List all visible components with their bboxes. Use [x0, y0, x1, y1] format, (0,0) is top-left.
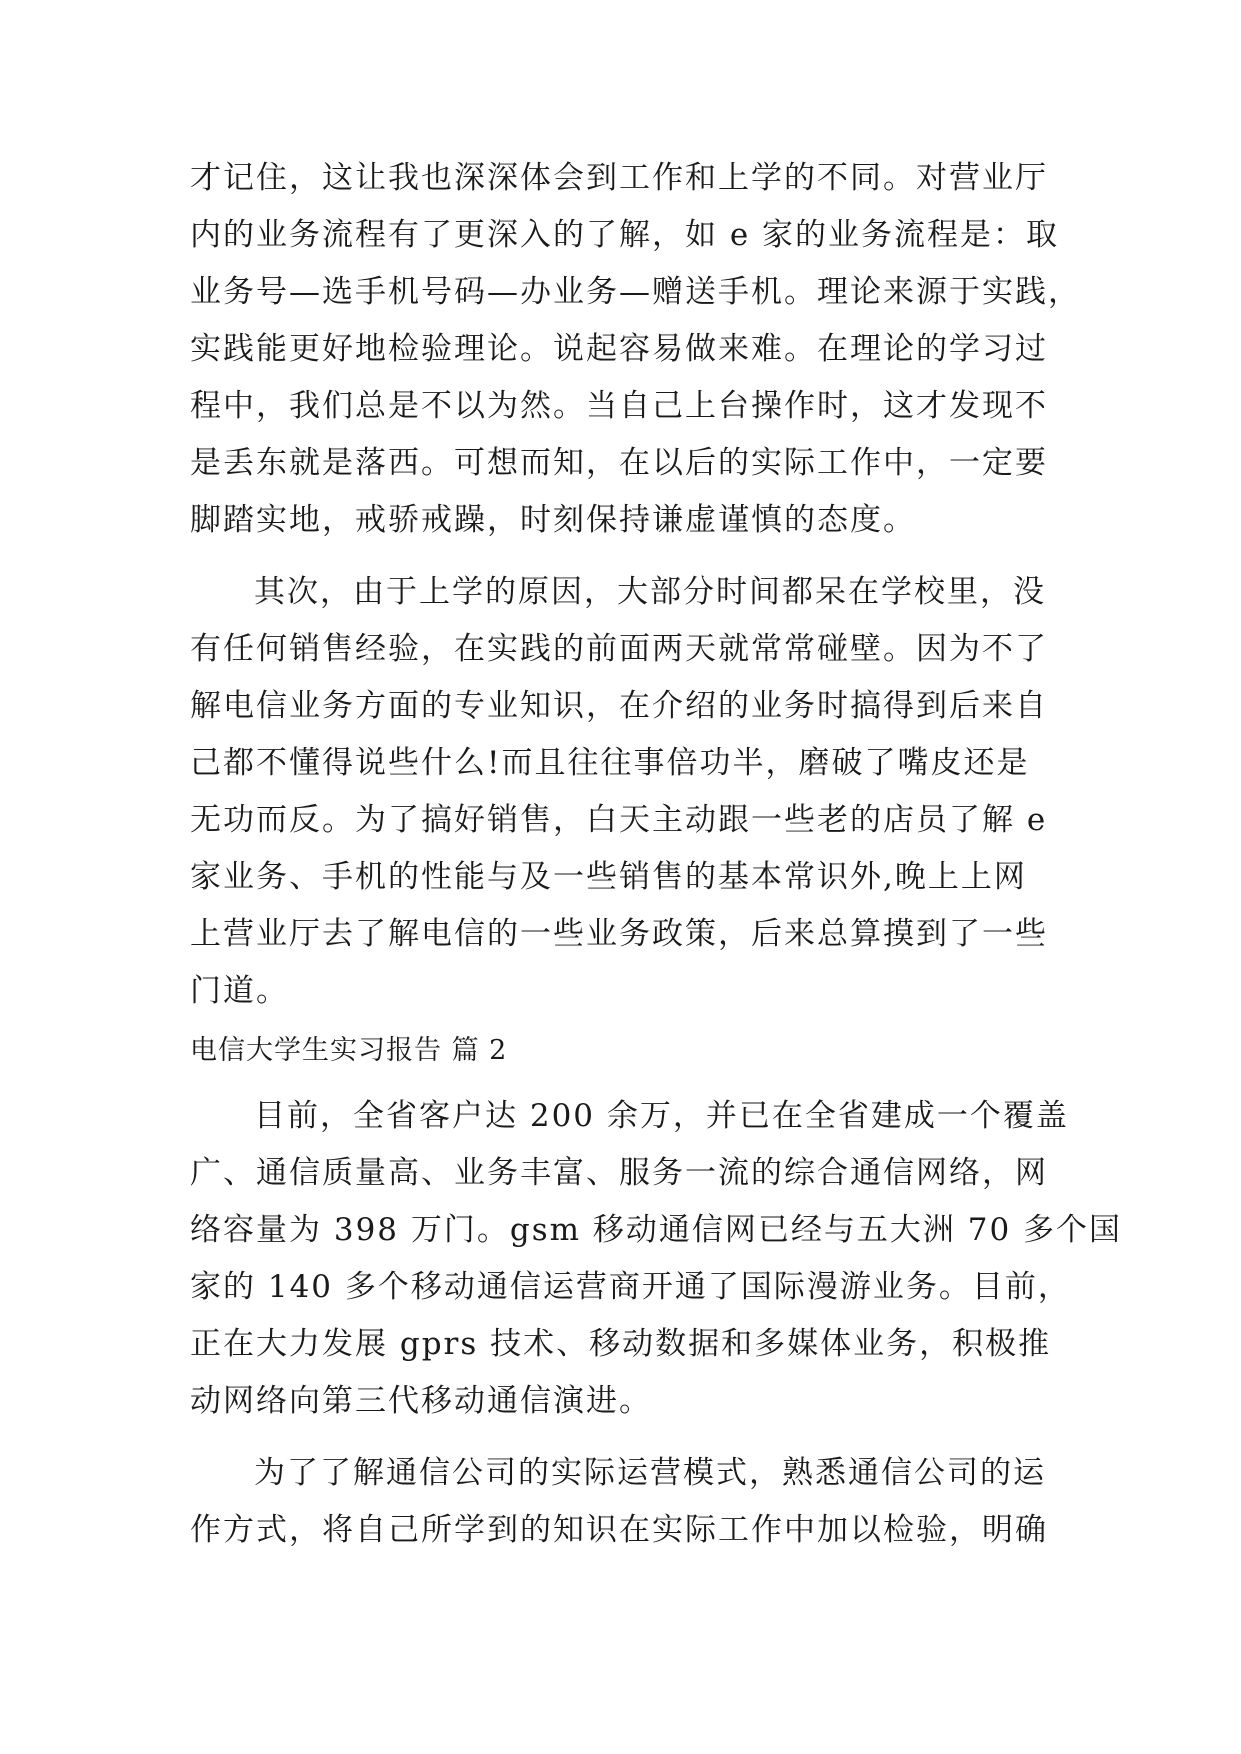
paragraph-1-line-2: 内的业务流程有了更深入的了解，如 e 家的业务流程是：取 [190, 217, 1060, 253]
paragraph-1-line-4: 实践能更好地检验理论。说起容易做来难。在理论的学习过 [190, 331, 1048, 367]
paragraph-3-line-1: 目前，全省客户达 200 余万，并已在全省建成一个覆盖 [254, 1098, 1069, 1134]
paragraph-1-line-6: 是丢东就是落西。可想而知，在以后的实际工作中，一定要 [190, 445, 1048, 481]
paragraph-2-line-5: 无功而反。为了搞好销售，白天主动跟一些老的店员了解 e [190, 802, 1048, 838]
paragraph-3-line-2: 广、通信质量高、业务丰富、服务一流的综合通信网络，网 [190, 1155, 1048, 1191]
paragraph-3-line-6: 动网络向第三代移动通信演进。 [190, 1383, 652, 1419]
paragraph-2-line-7: 上营业厅去了解电信的一些业务政策，后来总算摸到了一些 [190, 916, 1048, 952]
paragraph-1-line-1: 才记住，这让我也深深体会到工作和上学的不同。对营业厅 [190, 160, 1048, 196]
paragraph-1-line-3: 业务号—选手机号码—办业务—赠送手机。理论来源于实践， [190, 274, 1081, 310]
paragraph-3-line-5: 正在大力发展 gprs 技术、移动数据和多媒体业务，积极推 [190, 1326, 1052, 1362]
section-heading: 电信大学生实习报告 篇 2 [190, 1035, 508, 1066]
paragraph-3-line-3: 络容量为 398 万门。gsm 移动通信网已经与五大洲 70 多个国 [190, 1212, 1123, 1248]
paragraph-2-line-1: 其次，由于上学的原因，大部分时间都呆在学校里，没 [254, 574, 1046, 610]
paragraph-4-line-1: 为了了解通信公司的实际运营模式，熟悉通信公司的运 [254, 1455, 1046, 1491]
paragraph-4-line-2: 作方式，将自己所学到的知识在实际工作中加以检验，明确 [190, 1512, 1048, 1548]
paragraph-2-line-8: 门道。 [190, 973, 289, 1009]
paragraph-2-line-4: 己都不懂得说些什么!而且往往事倍功半，磨破了嘴皮还是 [190, 745, 1030, 781]
paragraph-1-line-5: 程中，我们总是不以为然。当自己上台操作时，这才发现不 [190, 388, 1048, 424]
paragraph-2-line-2: 有任何销售经验，在实践的前面两天就常常碰壁。因为不了 [190, 631, 1048, 667]
paragraph-3-line-4: 家的 140 多个移动通信运营商开通了国际漫游业务。目前， [190, 1269, 1071, 1305]
paragraph-2-line-6: 家业务、手机的性能与及一些销售的基本常识外,晚上上网 [190, 859, 1027, 895]
paragraph-2-line-3: 解电信业务方面的专业知识，在介绍的业务时搞得到后来自 [190, 688, 1048, 724]
paragraph-1-line-7: 脚踏实地，戒骄戒躁，时刻保持谦虚谨慎的态度。 [190, 502, 916, 538]
